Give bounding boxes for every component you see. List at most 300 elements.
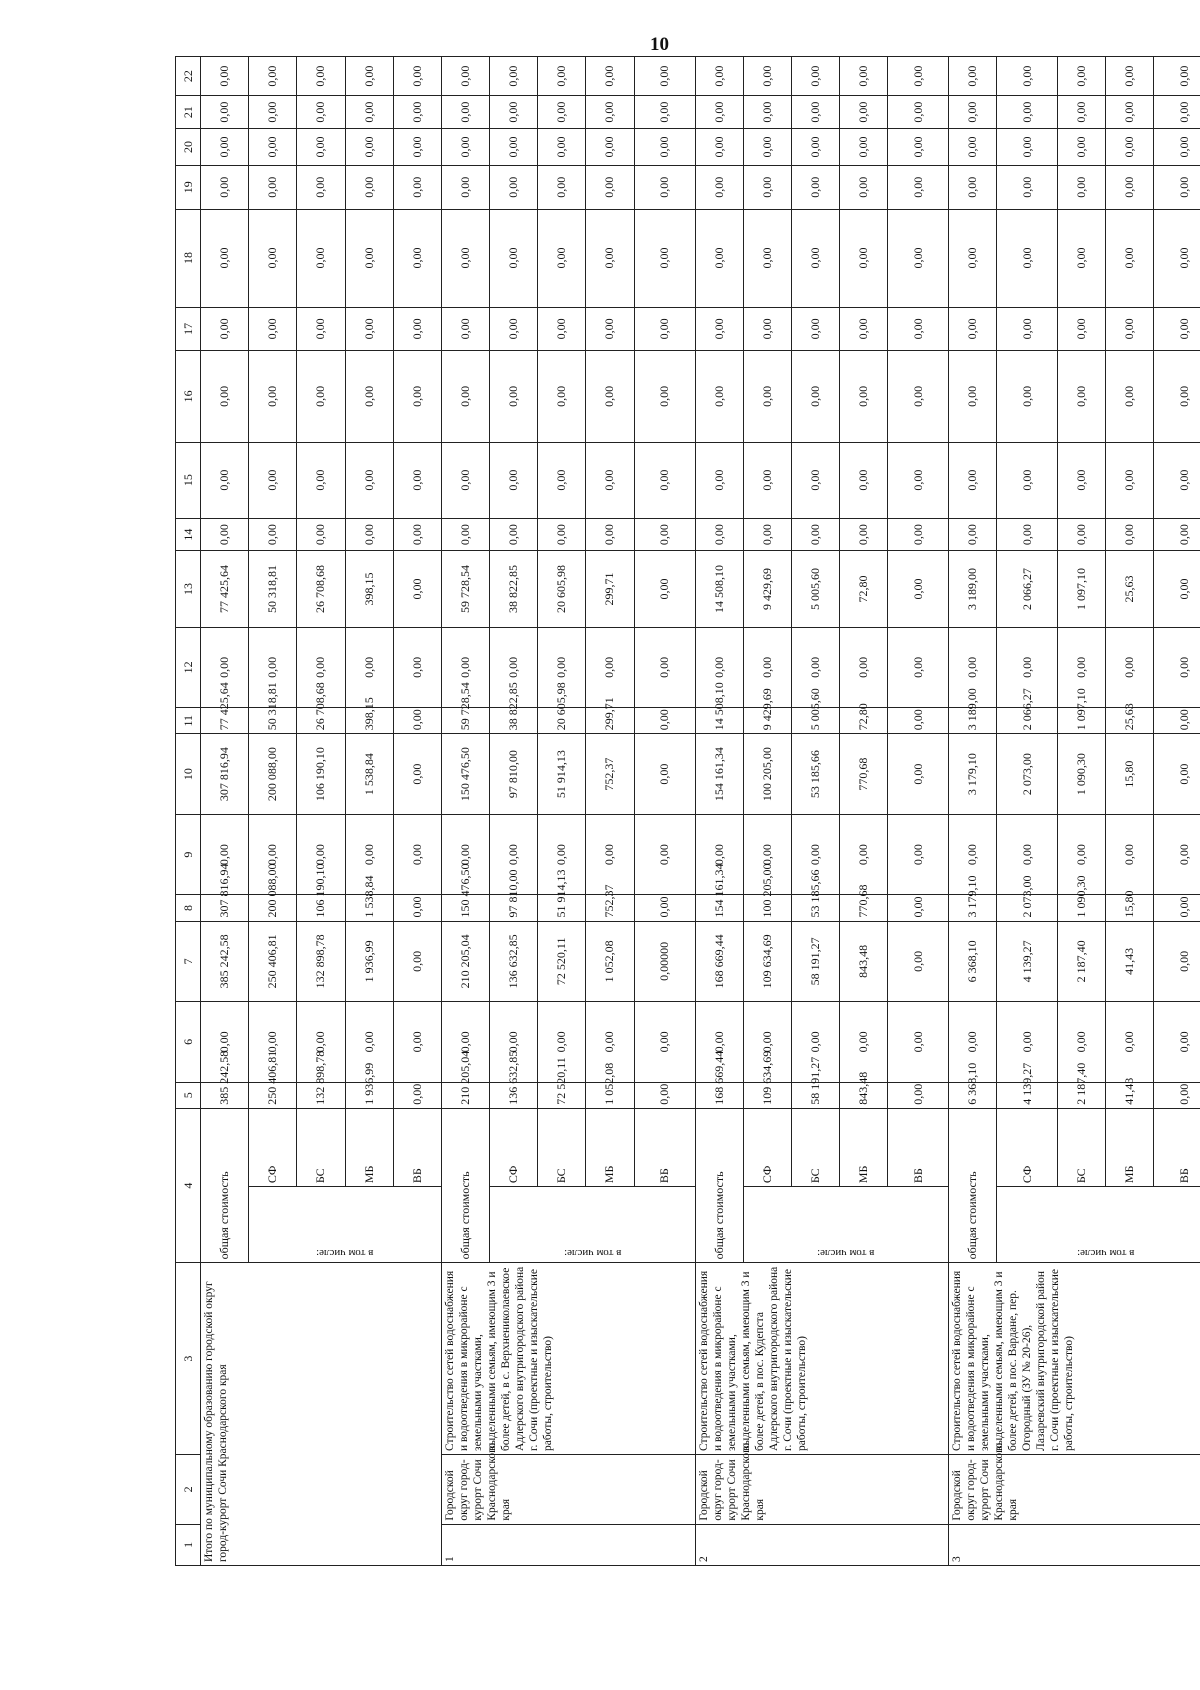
value-cell: 0,00 xyxy=(997,57,1057,96)
value-cell: 0,00 xyxy=(249,518,297,551)
value-cell: 0,00 xyxy=(249,307,297,351)
value-cell: 0,00 xyxy=(345,1002,393,1083)
value-cell: 0,00 xyxy=(249,627,297,708)
value-cell: 0,00 xyxy=(345,166,393,210)
value-cell: 0,00 xyxy=(249,96,297,129)
in-that-number-label: в том числе: xyxy=(563,1247,621,1260)
value-cell: 0,00 xyxy=(441,814,489,895)
value-cell: 4 139,27 xyxy=(997,1082,1057,1108)
value-cell: 0,00 xyxy=(490,57,538,96)
value-cell: 0,00 xyxy=(1105,209,1153,307)
value-cell: 0,00 xyxy=(393,166,441,210)
value-cell: 0,00 xyxy=(345,57,393,96)
value-cell: 0,00 xyxy=(345,442,393,518)
value-cell: 0,00 xyxy=(538,166,586,210)
value-cell: 0,00 xyxy=(1057,627,1105,708)
column-number-10: 10 xyxy=(176,734,201,815)
value-cell: 0,00 xyxy=(1154,518,1200,551)
column-number-20: 20 xyxy=(176,128,201,165)
value-cell: 0,00 xyxy=(1154,1082,1200,1108)
value-cell: 0,00 xyxy=(393,209,441,307)
rotated-table-area xyxy=(175,56,1200,1566)
row-label: ВБ xyxy=(634,1108,695,1186)
value-cell: 26 708,68 xyxy=(297,708,345,734)
value-cell: 0,00 xyxy=(490,442,538,518)
value-cell: 0,00 xyxy=(888,1002,949,1083)
value-cell: 385 242,58 xyxy=(201,921,249,1002)
value-cell: 0,00 xyxy=(297,518,345,551)
value-cell: 0,00 xyxy=(1105,166,1153,210)
value-cell: 0,00 xyxy=(743,1002,791,1083)
row-label: ВБ xyxy=(1154,1108,1200,1186)
value-cell: 0,00 xyxy=(840,307,888,351)
value-cell: 0,00 xyxy=(441,1002,489,1083)
value-cell: 0,00 xyxy=(1154,351,1200,442)
value-cell: 0,00 xyxy=(840,1002,888,1083)
value-cell: 0,00 xyxy=(1057,1002,1105,1083)
table-row xyxy=(201,57,249,1566)
value-cell: 0,00 xyxy=(201,166,249,210)
value-cell: 0,00 xyxy=(695,627,743,708)
column-number-22: 22 xyxy=(176,57,201,96)
value-cell: 0,00 xyxy=(695,166,743,210)
value-cell: 0,00 xyxy=(695,57,743,96)
value-cell: 0,00 xyxy=(393,895,441,921)
value-cell: 0,00 xyxy=(695,209,743,307)
value-cell: 0,00 xyxy=(393,1082,441,1108)
page-number: 10 xyxy=(650,34,669,55)
value-cell: 0,00 xyxy=(201,442,249,518)
value-cell: 0,00 xyxy=(201,814,249,895)
column-number-17: 17 xyxy=(176,307,201,351)
value-cell: 0,00 xyxy=(201,209,249,307)
value-cell: 0,00 xyxy=(1105,518,1153,551)
row-label: БС xyxy=(297,1108,345,1186)
value-cell: 0,00 xyxy=(1057,814,1105,895)
value-cell: 0,00 xyxy=(297,96,345,129)
value-cell: 20 605,98 xyxy=(538,708,586,734)
value-cell: 0,00 xyxy=(297,627,345,708)
value-cell: 0,00 xyxy=(949,166,997,210)
value-cell: 0,00 xyxy=(249,57,297,96)
value-cell: 0,00 xyxy=(888,518,949,551)
value-cell: 3 189,00 xyxy=(949,551,997,627)
value-cell: 53 185,66 xyxy=(791,734,839,815)
value-cell: 0,00 xyxy=(249,814,297,895)
value-cell: 0,00 xyxy=(393,442,441,518)
value-cell: 0,00 xyxy=(791,518,839,551)
value-cell: 398,15 xyxy=(345,708,393,734)
value-cell: 0,00 xyxy=(441,627,489,708)
project-description: Строительство сетей водоснабжения и водоотведения в микрорайоне с земельными участками, выделенными семьям, имеющим 3 и более детей, в пос. Кудепста Адлерского внутригородского района г. Сочи (проектные и изыскательские работы, строительство) xyxy=(695,1263,949,1455)
value-cell: 0,00 xyxy=(840,57,888,96)
value-cell: 5 005,60 xyxy=(791,708,839,734)
value-cell: 0,00 xyxy=(743,351,791,442)
project-description: Строительство сетей водоснабжения и водоотведения в микрорайоне с земельными участками, выделенными семьям, имеющим 3 и более детей, в с. Верхнениколаевское Адлерского внутригородского района г. Сочи (проектные и изыскательские работы, строительство) xyxy=(441,1263,695,1455)
value-cell: 3 179,10 xyxy=(949,734,997,815)
value-cell: 0,00 xyxy=(791,128,839,165)
value-cell: 752,37 xyxy=(586,895,634,921)
value-cell: 0,00 xyxy=(949,96,997,129)
value-cell: 9 429,69 xyxy=(743,551,791,627)
value-cell: 0,00 xyxy=(949,351,997,442)
value-cell: 385 242,58 xyxy=(201,1082,249,1108)
row-label: СФ xyxy=(997,1108,1057,1186)
project-description: Строительство сетей водоснабжения и водоотведения в микрорайоне с земельными участками, выделенными семьям, имеющим 3 и более детей, в пос. Вардане, пер. Огородный (ЗУ № 20-26), Лазаревский внутригородской район г. Сочи (проектные и изыскательские работы, строительство) xyxy=(949,1263,1200,1455)
value-cell: 0,00 xyxy=(743,57,791,96)
value-cell: 97 810,00 xyxy=(490,734,538,815)
value-cell: 0,00 xyxy=(1105,351,1153,442)
value-cell: 100 205,00 xyxy=(743,895,791,921)
value-cell: 0,00 xyxy=(441,128,489,165)
value-cell: 0,00 xyxy=(1057,351,1105,442)
value-cell: 0,00 xyxy=(1057,209,1105,307)
value-cell: 0,00 xyxy=(538,442,586,518)
value-cell: 0,00 xyxy=(840,814,888,895)
column-number-7: 7 xyxy=(176,921,201,1002)
row-label: ВБ xyxy=(393,1108,441,1186)
value-cell: 72 520,11 xyxy=(538,1082,586,1108)
value-cell: 0,00 xyxy=(538,627,586,708)
value-cell: 0,00 xyxy=(1154,57,1200,96)
value-cell: 41,43 xyxy=(1105,921,1153,1002)
value-cell: 0,00 xyxy=(249,209,297,307)
value-cell: 0,00 xyxy=(393,734,441,815)
project-number: 1 xyxy=(441,1524,695,1565)
value-cell: 0,00 xyxy=(586,128,634,165)
column-number-4: 4 xyxy=(176,1108,201,1263)
value-cell: 0,00 xyxy=(634,1002,695,1083)
value-cell: 0,00 xyxy=(1154,307,1200,351)
value-cell: 132 898,78 xyxy=(297,1082,345,1108)
value-cell: 0,00 xyxy=(345,128,393,165)
value-cell: 0,00 xyxy=(586,1002,634,1083)
value-cell: 25,63 xyxy=(1105,551,1153,627)
value-cell: 0,00 xyxy=(840,209,888,307)
value-cell: 0,00 xyxy=(586,307,634,351)
value-cell: 0,00 xyxy=(441,57,489,96)
value-cell: 0,00 xyxy=(441,307,489,351)
value-cell: 0,00 xyxy=(297,814,345,895)
column-number-row xyxy=(176,57,201,1566)
column-number-13: 13 xyxy=(176,551,201,627)
value-cell: 136 632,85 xyxy=(490,921,538,1002)
value-cell: 3 179,10 xyxy=(949,895,997,921)
value-cell: 109 634,69 xyxy=(743,921,791,1002)
row-label: ВБ xyxy=(888,1108,949,1186)
value-cell: 770,68 xyxy=(840,734,888,815)
value-cell: 41,43 xyxy=(1105,1082,1153,1108)
value-cell: 0,00 xyxy=(249,351,297,442)
value-cell: 0,00 xyxy=(490,1002,538,1083)
column-number-2: 2 xyxy=(176,1454,201,1524)
value-cell: 0,00 xyxy=(888,166,949,210)
value-cell: 0,00 xyxy=(888,1082,949,1108)
value-cell: 0,00 xyxy=(538,518,586,551)
value-cell: 0,00 xyxy=(949,1002,997,1083)
value-cell: 0,00 xyxy=(997,518,1057,551)
value-cell: 0,00 xyxy=(201,307,249,351)
value-cell: 0,00 xyxy=(393,57,441,96)
value-cell: 0,00 xyxy=(791,57,839,96)
row-label: СФ xyxy=(249,1108,297,1186)
value-cell: 136 632,85 xyxy=(490,1082,538,1108)
value-cell: 2 187,40 xyxy=(1057,1082,1105,1108)
value-cell: 0,00 xyxy=(1105,1002,1153,1083)
value-cell: 0,00 xyxy=(743,814,791,895)
value-cell: 0,00 xyxy=(393,96,441,129)
value-cell: 0,00 xyxy=(201,518,249,551)
value-cell: 770,68 xyxy=(840,895,888,921)
value-cell: 0,00 xyxy=(634,518,695,551)
value-cell: 0,00 xyxy=(249,1002,297,1083)
value-cell: 0,00 xyxy=(1105,442,1153,518)
value-cell: 0,00 xyxy=(1154,442,1200,518)
value-cell: 51 914,13 xyxy=(538,734,586,815)
value-cell: 15,80 xyxy=(1105,734,1153,815)
value-cell: 0,00 xyxy=(949,627,997,708)
table-row xyxy=(949,57,997,1566)
value-cell: 0,00 xyxy=(743,442,791,518)
value-cell: 0,00 xyxy=(1105,627,1153,708)
value-cell: 0,00 xyxy=(949,442,997,518)
column-number-3: 3 xyxy=(176,1263,201,1455)
row-label: МБ xyxy=(1105,1108,1153,1186)
value-cell: 0,00 xyxy=(791,442,839,518)
value-cell: 0,00 xyxy=(743,128,791,165)
value-cell: 0,00 xyxy=(297,166,345,210)
value-cell: 0,00 xyxy=(586,518,634,551)
value-cell: 6 368,10 xyxy=(949,1082,997,1108)
value-cell: 0,00 xyxy=(840,96,888,129)
value-cell: 0,00 xyxy=(538,96,586,129)
value-cell: 9 429,69 xyxy=(743,708,791,734)
value-cell: 0,00 xyxy=(634,627,695,708)
row-label: БС xyxy=(1057,1108,1105,1186)
value-cell: 1 538,84 xyxy=(345,895,393,921)
value-cell: 50 318,81 xyxy=(249,708,297,734)
value-cell: 0,00 xyxy=(634,96,695,129)
value-cell: 0,00 xyxy=(949,518,997,551)
value-cell: 0,00 xyxy=(634,551,695,627)
value-cell: 0,00 xyxy=(586,209,634,307)
in-that-number-label: в том числе: xyxy=(316,1247,374,1260)
project-number: 2 xyxy=(695,1524,949,1565)
value-cell: 0,00 xyxy=(393,307,441,351)
in-that-number-cell xyxy=(743,1187,949,1263)
value-cell: 0,00 xyxy=(695,96,743,129)
value-cell: 0,00 xyxy=(1057,442,1105,518)
value-cell: 0,00 xyxy=(743,518,791,551)
value-cell: 0,00 xyxy=(634,351,695,442)
value-cell: 0,00 xyxy=(997,166,1057,210)
value-cell: 0,00 xyxy=(393,708,441,734)
value-cell: 0,00 xyxy=(840,442,888,518)
value-cell: 72,80 xyxy=(840,708,888,734)
value-cell: 154 161,34 xyxy=(695,895,743,921)
value-cell: 0,00 xyxy=(490,166,538,210)
value-cell: 0,00 xyxy=(888,627,949,708)
value-cell: 210 205,04 xyxy=(441,1082,489,1108)
value-cell: 0,00 xyxy=(297,442,345,518)
value-cell: 72 520,11 xyxy=(538,921,586,1002)
value-cell: 0,00 xyxy=(634,209,695,307)
value-cell: 150 476,50 xyxy=(441,895,489,921)
value-cell: 20 605,98 xyxy=(538,551,586,627)
value-cell: 0,00 xyxy=(441,166,489,210)
value-cell: 59 728,54 xyxy=(441,551,489,627)
value-cell: 843,48 xyxy=(840,1082,888,1108)
value-cell: 25,63 xyxy=(1105,708,1153,734)
value-cell: 0,00 xyxy=(201,627,249,708)
value-cell: 154 161,34 xyxy=(695,734,743,815)
value-cell: 0,00 xyxy=(888,921,949,1002)
value-cell: 0,00 xyxy=(441,209,489,307)
value-cell: 0,00 xyxy=(1154,128,1200,165)
column-number-14: 14 xyxy=(176,518,201,551)
value-cell: 0,00 xyxy=(695,518,743,551)
value-cell: 0,00 xyxy=(1154,96,1200,129)
value-cell: 0,00 xyxy=(888,307,949,351)
column-number-15: 15 xyxy=(176,442,201,518)
value-cell: 0,00 xyxy=(840,128,888,165)
value-cell: 0,00 xyxy=(791,627,839,708)
project-territory: Городской округ город-курорт Сочи Краснодарского края xyxy=(441,1454,695,1524)
value-cell: 2 066,27 xyxy=(997,708,1057,734)
value-cell: 14 508,10 xyxy=(695,708,743,734)
value-cell: 0,00 xyxy=(490,209,538,307)
value-cell: 0,00 xyxy=(634,166,695,210)
value-cell: 15,80 xyxy=(1105,895,1153,921)
value-cell: 0,00 xyxy=(538,128,586,165)
value-cell: 0,00000 xyxy=(634,921,695,1002)
value-cell: 0,00 xyxy=(888,442,949,518)
value-cell: 0,00 xyxy=(201,96,249,129)
value-cell: 250 406,81 xyxy=(249,1082,297,1108)
value-cell: 0,00 xyxy=(345,518,393,551)
value-cell: 14 508,10 xyxy=(695,551,743,627)
value-cell: 0,00 xyxy=(1057,57,1105,96)
value-cell: 0,00 xyxy=(490,128,538,165)
total-title: Итого по муниципальному образованию городской округ город-курорт Сочи Краснодарского края xyxy=(201,1263,442,1566)
value-cell: 0,00 xyxy=(538,307,586,351)
value-cell: 0,00 xyxy=(345,351,393,442)
value-cell: 51 914,13 xyxy=(538,895,586,921)
value-cell: 0,00 xyxy=(393,128,441,165)
value-cell: 6 368,10 xyxy=(949,921,997,1002)
value-cell: 0,00 xyxy=(586,442,634,518)
column-number-6: 6 xyxy=(176,1002,201,1083)
value-cell: 0,00 xyxy=(949,57,997,96)
value-cell: 1 538,84 xyxy=(345,734,393,815)
value-cell: 77 425,64 xyxy=(201,708,249,734)
row-label: СФ xyxy=(490,1108,538,1186)
value-cell: 1 936,99 xyxy=(345,1082,393,1108)
row-label: БС xyxy=(791,1108,839,1186)
value-cell: 4 139,27 xyxy=(997,921,1057,1002)
value-cell: 0,00 xyxy=(586,166,634,210)
value-cell: 0,00 xyxy=(695,1002,743,1083)
column-number-21: 21 xyxy=(176,96,201,129)
value-cell: 0,00 xyxy=(441,351,489,442)
value-cell: 0,00 xyxy=(1154,708,1200,734)
value-cell: 0,00 xyxy=(997,209,1057,307)
value-cell: 0,00 xyxy=(634,128,695,165)
value-cell: 0,00 xyxy=(1154,895,1200,921)
value-cell: 0,00 xyxy=(490,627,538,708)
in-that-number-label: в том числе: xyxy=(817,1247,875,1260)
value-cell: 0,00 xyxy=(888,551,949,627)
value-cell: 250 406,81 xyxy=(249,921,297,1002)
value-cell: 0,00 xyxy=(297,1002,345,1083)
value-cell: 0,00 xyxy=(888,57,949,96)
value-cell: 0,00 xyxy=(393,551,441,627)
row-label: МБ xyxy=(345,1108,393,1186)
value-cell: 0,00 xyxy=(1154,814,1200,895)
row-label: МБ xyxy=(840,1108,888,1186)
value-cell: 0,00 xyxy=(393,518,441,551)
value-cell: 0,00 xyxy=(888,895,949,921)
value-cell: 0,00 xyxy=(1057,96,1105,129)
value-cell: 0,00 xyxy=(840,627,888,708)
value-cell: 0,00 xyxy=(634,1082,695,1108)
value-cell: 299,71 xyxy=(586,551,634,627)
value-cell: 100 205,00 xyxy=(743,734,791,815)
value-cell: 0,00 xyxy=(249,442,297,518)
value-cell: 0,00 xyxy=(1105,128,1153,165)
value-cell: 0,00 xyxy=(634,734,695,815)
value-cell: 0,00 xyxy=(840,518,888,551)
value-cell: 0,00 xyxy=(997,128,1057,165)
value-cell: 0,00 xyxy=(791,96,839,129)
project-number: 3 xyxy=(949,1524,1200,1565)
row-label: МБ xyxy=(586,1108,634,1186)
value-cell: 0,00 xyxy=(490,96,538,129)
value-cell: 0,00 xyxy=(1154,551,1200,627)
value-cell: 0,00 xyxy=(490,351,538,442)
value-cell: 0,00 xyxy=(345,209,393,307)
value-cell: 0,00 xyxy=(888,708,949,734)
value-cell: 0,00 xyxy=(1105,96,1153,129)
value-cell: 0,00 xyxy=(201,351,249,442)
value-cell: 0,00 xyxy=(1105,814,1153,895)
value-cell: 0,00 xyxy=(201,1002,249,1083)
value-cell: 0,00 xyxy=(538,351,586,442)
value-cell: 0,00 xyxy=(840,351,888,442)
value-cell: 0,00 xyxy=(393,921,441,1002)
value-cell: 0,00 xyxy=(949,209,997,307)
value-cell: 0,00 xyxy=(441,518,489,551)
value-cell: 0,00 xyxy=(441,96,489,129)
value-cell: 0,00 xyxy=(490,307,538,351)
value-cell: 0,00 xyxy=(393,1002,441,1083)
value-cell: 0,00 xyxy=(201,57,249,96)
funding-table xyxy=(175,56,1200,1566)
value-cell: 0,00 xyxy=(888,209,949,307)
value-cell: 0,00 xyxy=(586,627,634,708)
value-cell: 168 669,44 xyxy=(695,921,743,1002)
value-cell: 0,00 xyxy=(201,128,249,165)
in-that-number-label: в том числе: xyxy=(1077,1247,1135,1260)
value-cell: 0,00 xyxy=(695,814,743,895)
value-cell: 0,00 xyxy=(949,128,997,165)
value-cell: 58 191,27 xyxy=(791,1082,839,1108)
value-cell: 0,00 xyxy=(695,442,743,518)
value-cell: 0,00 xyxy=(791,814,839,895)
value-cell: 0,00 xyxy=(586,57,634,96)
value-cell: 0,00 xyxy=(791,351,839,442)
value-cell: 0,00 xyxy=(393,627,441,708)
